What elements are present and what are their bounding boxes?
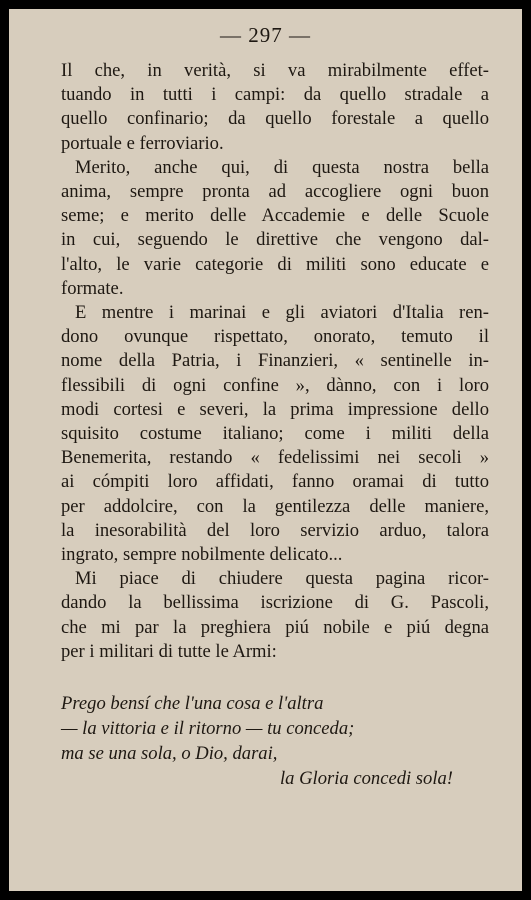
- text-line: seme; e merito delle Accademie e delle Scuole: [61, 205, 489, 227]
- text-line: modi cortesi e severi, la prima impressione dello: [61, 398, 489, 420]
- paragraph: [61, 567, 489, 664]
- text-line: Mi piace di chiudere questa pagina ricor-: [75, 568, 489, 590]
- text-line: in cui, seguendo le direttive che vengono dal-: [61, 229, 489, 251]
- text-line: la inesorabilità del loro servizio arduo, talora: [61, 519, 489, 541]
- text-line: portuale e ferroviario.: [61, 132, 224, 154]
- text-line: formate.: [61, 277, 124, 299]
- paragraph: [61, 59, 489, 156]
- text-line: nome della Patria, i Finanzieri, « sentinelle in-: [61, 350, 489, 372]
- poem-quotation: [61, 691, 489, 791]
- poem-line: Prego bensí che l'una cosa e l'altra: [61, 693, 324, 714]
- page-number: — 297 —: [220, 23, 311, 47]
- text-line: Merito, anche qui, di questa nostra bella: [75, 156, 489, 178]
- text-line: per i militari di tutte le Armi:: [61, 640, 277, 662]
- book-page: [9, 9, 522, 891]
- poem-line: ma se una sola, o Dio, darai,: [61, 743, 278, 764]
- text-line: ingrato, sempre nobilmente delicato...: [61, 544, 343, 566]
- text-line: tuando in tutti i campi: da quello stradale a: [61, 84, 489, 106]
- paragraph: [61, 301, 489, 567]
- text-line: flessibili di ogni confine », dànno, con i loro: [61, 374, 489, 396]
- text-line: anima, sempre pronta ad accogliere ogni buon: [61, 181, 489, 203]
- poem-line: la Gloria concedi sola!: [280, 768, 453, 789]
- text-line: che mi par la preghiera piú nobile e piú degna: [61, 616, 489, 638]
- paragraph: [61, 156, 489, 301]
- text-line: Il che, in verità, si va mirabilmente effet-: [61, 60, 489, 81]
- text-line: squisito costume italiano; come i militi della: [61, 423, 489, 445]
- text-line: E mentre i marinai e gli aviatori d'Italia ren-: [75, 302, 489, 324]
- text-line: per addolcire, con la gentilezza delle maniere,: [61, 495, 489, 517]
- poem-line: — la vittoria e il ritorno — tu conceda;: [61, 718, 355, 739]
- text-line: dando la bellissima iscrizione di G. Pascoli,: [61, 592, 489, 614]
- text-line: l'alto, le varie categorie di militi sono educate e: [61, 253, 489, 275]
- text-line: dono ovunque rispettato, onorato, temuto il: [61, 326, 489, 348]
- text-line: quello confinario; da quello forestale a quello: [61, 108, 489, 130]
- body-text: [61, 59, 489, 664]
- text-line: ai cómpiti loro affidati, fanno oramai di tutto: [61, 471, 489, 493]
- text-line: Benemerita, restando « fedelissimi nei secoli »: [61, 447, 489, 469]
